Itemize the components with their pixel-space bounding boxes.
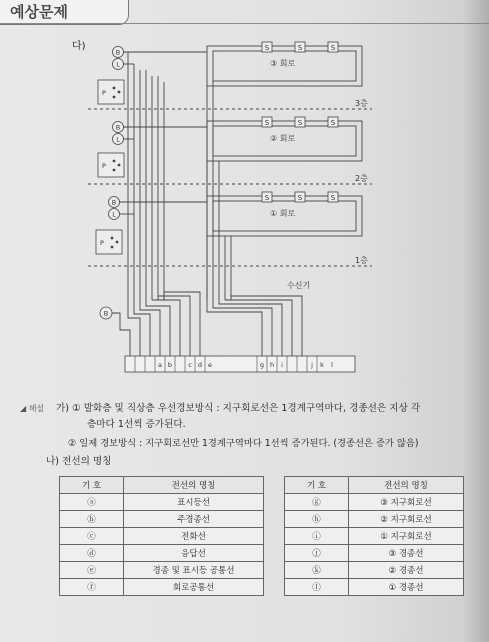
table-header: 전선의 명칭 <box>349 477 464 494</box>
detector-s: S <box>297 194 303 202</box>
circuit-label-2: ② 회로 <box>270 134 296 143</box>
table-row <box>285 494 464 511</box>
table-row <box>285 528 464 545</box>
explanation-tag: ◢ 해설 <box>20 404 45 413</box>
detector-s: S <box>264 119 270 127</box>
table-cell: ③ 경종선 <box>349 545 464 562</box>
bell-letter: B <box>115 123 121 132</box>
table-row <box>60 579 264 596</box>
terminal-letter-h: h <box>269 361 275 369</box>
detector-s: S <box>297 44 303 52</box>
wire-names-table-right <box>284 476 464 596</box>
terminal-letter-g: g <box>259 361 265 369</box>
table-row <box>60 511 264 528</box>
table-cell: ② 지구회로선 <box>349 511 464 528</box>
table-cell: ⓘ <box>285 528 349 545</box>
table-header-row <box>60 477 264 494</box>
circuit-label-3: ③ 회로 <box>270 59 296 68</box>
section-title: 예상문제 <box>10 3 68 21</box>
explanation-line-1: 가) ① 발화층 및 직상층 우선경보방식 : 지구회로선은 1경계구역마다, 경종선은 지상 각 <box>56 403 421 414</box>
pushbutton-letter: P <box>102 89 106 97</box>
pushbutton-letter: P <box>100 239 104 247</box>
table-cell: 전화선 <box>124 528 264 545</box>
table-row <box>285 545 464 562</box>
table-cell: ⓚ <box>285 562 349 579</box>
explanation-line-2: 층마다 1선씩 증가된다. <box>87 419 186 430</box>
table-cell: ⓐ <box>60 494 124 511</box>
lamp-letter: L <box>112 210 116 219</box>
table-cell: 표시등선 <box>124 494 264 511</box>
table-cell: 응답선 <box>124 545 264 562</box>
terminal-letter-l: l <box>331 361 333 369</box>
table-row <box>60 494 264 511</box>
terminal-letter-j: j <box>311 361 313 369</box>
table-cell: ⓑ <box>60 511 124 528</box>
table-cell: ① 지구회로선 <box>349 528 464 545</box>
detector-s: S <box>330 194 336 202</box>
table-row <box>285 579 464 596</box>
table-cell: ⓙ <box>285 545 349 562</box>
bell-letter: B <box>103 309 109 318</box>
table-cell: ② 경종선 <box>349 562 464 579</box>
bell-letter: B <box>115 48 121 57</box>
table-row <box>285 562 464 579</box>
detector-s: S <box>330 119 336 127</box>
lamp-letter: L <box>116 135 120 144</box>
table-header: 기 호 <box>60 477 124 494</box>
table-cell: ⓗ <box>285 511 349 528</box>
table-row <box>60 562 264 579</box>
table-cell: ⓕ <box>60 579 124 596</box>
table-cell: ⓒ <box>60 528 124 545</box>
table-header: 전선의 명칭 <box>124 477 264 494</box>
lamp-letter: L <box>116 60 120 69</box>
table-cell: 회로공통선 <box>124 579 264 596</box>
explanation-line-3: ② 일제 경보방식 : 지구회로선만 1경계구역마다 1선씩 증가된다. (경종선은 증가 않음) <box>68 438 419 449</box>
floor-label-2: 2층 <box>355 174 368 183</box>
bell-letter: B <box>111 198 117 207</box>
explanation-tag-text: 해설 <box>28 404 45 413</box>
table-cell: ⓔ <box>60 562 124 579</box>
table-row <box>285 511 464 528</box>
table-header: 기 호 <box>285 477 349 494</box>
wire-names-table-left <box>59 476 264 596</box>
table-header-row <box>285 477 464 494</box>
terminal-letter-e: e <box>208 361 212 369</box>
terminal-letter-d: d <box>197 361 203 369</box>
table-cell: ① 경종선 <box>349 579 464 596</box>
table-cell: ⓓ <box>60 545 124 562</box>
terminal-letter-i: i <box>281 361 283 369</box>
terminal-letter-a: a <box>158 361 162 369</box>
detector-s: S <box>264 44 270 52</box>
table-row <box>60 528 264 545</box>
circuit-label-1: ① 회로 <box>270 209 296 218</box>
table-cell: ⓛ <box>285 579 349 596</box>
terminal-letter-k: k <box>320 361 324 369</box>
detector-s: S <box>297 119 303 127</box>
floor-label-1: 1층 <box>355 256 368 265</box>
detector-s: S <box>264 194 270 202</box>
floor-label-3: 3층 <box>355 99 368 108</box>
terminal-letter-b: b <box>167 361 173 369</box>
table-cell: ③ 지구회로선 <box>349 494 464 511</box>
detector-s: S <box>330 44 336 52</box>
terminal-letter-c: c <box>188 361 192 369</box>
table-cell: 경종 및 표시등 공통선 <box>124 562 264 579</box>
part-label: 다) <box>72 41 86 52</box>
table-cell: ⓖ <box>285 494 349 511</box>
table-cell: 주경종선 <box>124 511 264 528</box>
table-row <box>60 545 264 562</box>
receiver-label: 수신기 <box>287 281 311 290</box>
explanation-line-4: 나) 전선의 명칭 <box>46 456 112 467</box>
pushbutton-letter: P <box>102 162 106 170</box>
